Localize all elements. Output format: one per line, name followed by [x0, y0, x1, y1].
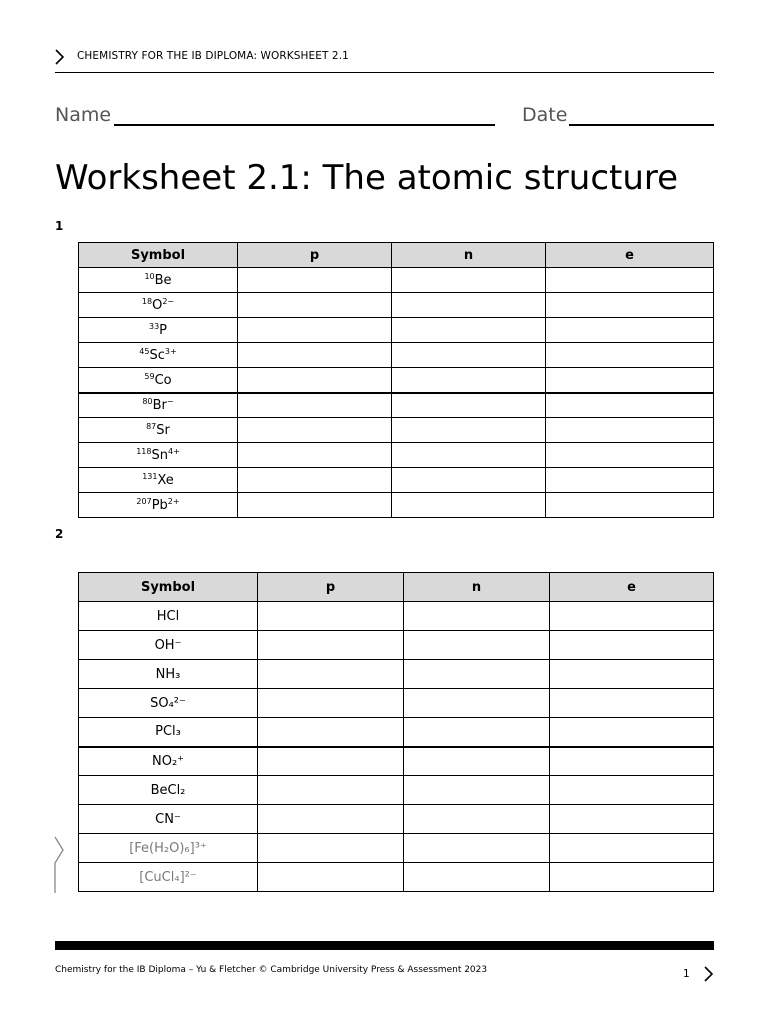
isotope-table: [78, 242, 714, 518]
answer-cell-n[interactable]: [392, 343, 546, 368]
table-row: [79, 863, 714, 892]
answer-cell-e[interactable]: [550, 660, 714, 689]
formula-cell: [Fe(H₂O)₆]³⁺: [79, 834, 258, 863]
symbol-cell: [79, 318, 238, 343]
column-header-e: e: [550, 573, 714, 602]
table-row: [79, 268, 714, 293]
answer-cell-n[interactable]: [404, 602, 550, 631]
mass-number: 131: [142, 472, 158, 481]
symbol-cell: [79, 443, 238, 468]
column-header-n: n: [392, 243, 546, 268]
formula-cell: HCl: [79, 602, 258, 631]
symbol-cell: [79, 293, 238, 318]
page-title: Worksheet 2.1: The atomic structure: [55, 158, 679, 198]
ion-charge: 2−: [162, 297, 175, 306]
answer-cell-p[interactable]: [238, 393, 392, 418]
answer-cell-n[interactable]: [392, 293, 546, 318]
table-row: [79, 368, 714, 393]
formula-cell: NO₂⁺: [79, 747, 258, 776]
mass-number: 33: [148, 322, 160, 331]
answer-cell-e[interactable]: [546, 468, 714, 493]
formula-cell: SO₄²⁻: [79, 689, 258, 718]
answer-cell-e[interactable]: [546, 443, 714, 468]
table-row: [79, 468, 714, 493]
table-row: [79, 718, 714, 747]
symbol-cell: [79, 268, 238, 293]
answer-cell-p[interactable]: [238, 443, 392, 468]
answer-cell-n[interactable]: [404, 718, 550, 747]
answer-cell-p[interactable]: [258, 631, 404, 660]
answer-cell-n[interactable]: [392, 268, 546, 293]
symbol-cell: [79, 493, 238, 518]
mass-number: 118: [136, 447, 152, 456]
answer-cell-p[interactable]: [238, 343, 392, 368]
answer-cell-p[interactable]: [238, 318, 392, 343]
element-symbol: Co: [154, 372, 172, 388]
answer-cell-n[interactable]: [404, 689, 550, 718]
answer-cell-n[interactable]: [404, 834, 550, 863]
molecule-table: [78, 572, 714, 892]
question-number: 2: [55, 527, 64, 541]
answer-cell-n[interactable]: [404, 747, 550, 776]
element-symbol: Pb: [151, 498, 168, 513]
answer-cell-n[interactable]: [392, 493, 546, 518]
ion-charge: 2+: [167, 497, 180, 506]
mass-number: 45: [139, 347, 150, 356]
symbol-cell: [79, 468, 238, 493]
date-label: Date: [522, 104, 568, 126]
element-symbol: Br: [152, 398, 167, 414]
answer-cell-e[interactable]: [546, 493, 714, 518]
column-header-symbol: Symbol: [79, 573, 258, 602]
symbol-cell: [79, 418, 238, 443]
question-number: 1: [55, 219, 64, 233]
answer-cell-e[interactable]: [546, 318, 714, 343]
answer-cell-n[interactable]: [392, 393, 546, 418]
answer-cell-e[interactable]: [550, 863, 714, 892]
answer-cell-p[interactable]: [258, 660, 404, 689]
column-header-p: p: [258, 573, 404, 602]
answer-cell-n[interactable]: [404, 805, 550, 834]
answer-cell-e[interactable]: [550, 718, 714, 747]
answer-cell-p[interactable]: [258, 747, 404, 776]
symbol-cell: [79, 393, 238, 418]
ion-charge: −: [166, 397, 174, 407]
answer-cell-n[interactable]: [404, 660, 550, 689]
formula-cell: NH₃: [79, 660, 258, 689]
answer-cell-p[interactable]: [258, 805, 404, 834]
answer-cell-e[interactable]: [546, 293, 714, 318]
table-row: [79, 318, 714, 343]
answer-cell-e[interactable]: [550, 689, 714, 718]
answer-cell-p[interactable]: [258, 718, 404, 747]
table-row: [79, 689, 714, 718]
name-field[interactable]: [114, 124, 495, 126]
table-row: [79, 293, 714, 318]
answer-cell-p[interactable]: [258, 834, 404, 863]
answer-cell-n[interactable]: [404, 631, 550, 660]
column-header-n: n: [404, 573, 550, 602]
margin-bracket-icon: [51, 836, 67, 894]
table-row: [79, 805, 714, 834]
formula-cell: PCl₃: [79, 718, 258, 747]
formula-cell: BeCl₂: [79, 776, 258, 805]
answer-cell-n[interactable]: [392, 318, 546, 343]
answer-cell-p[interactable]: [238, 368, 392, 393]
footer-credit: Chemistry for the IB Diploma – Yu & Fletcher © Cambridge University Press & Assessment 2023: [55, 965, 488, 975]
mass-number: 18: [141, 297, 153, 306]
table-row: [79, 834, 714, 863]
column-header-p: p: [238, 243, 392, 268]
element-symbol: Sn: [151, 448, 168, 463]
element-symbol: O: [152, 298, 163, 313]
answer-cell-p[interactable]: [238, 268, 392, 293]
table-row: [79, 393, 714, 418]
symbol-cell: [79, 368, 238, 393]
answer-cell-p[interactable]: [238, 293, 392, 318]
table-row: [79, 343, 714, 368]
answer-cell-p[interactable]: [258, 689, 404, 718]
answer-cell-e[interactable]: [546, 393, 714, 418]
footer-bar: [55, 941, 714, 950]
answer-cell-e[interactable]: [546, 418, 714, 443]
answer-cell-p[interactable]: [238, 493, 392, 518]
mass-number: 10: [144, 272, 155, 281]
answer-cell-n[interactable]: [392, 443, 546, 468]
answer-cell-e[interactable]: [550, 747, 714, 776]
formula-cell: [CuCl₄]²⁻: [79, 863, 258, 892]
formula-cell: CN⁻: [79, 805, 258, 834]
answer-cell-p[interactable]: [258, 776, 404, 805]
mass-number: 59: [144, 371, 155, 381]
answer-cell-e[interactable]: [550, 776, 714, 805]
answer-cell-e[interactable]: [550, 805, 714, 834]
element-symbol: Sc: [149, 348, 165, 363]
chevron-right-icon[interactable]: [701, 964, 715, 984]
answer-cell-p[interactable]: [258, 602, 404, 631]
element-symbol: P: [159, 323, 168, 338]
table-row: [79, 602, 714, 631]
formula-cell: OH⁻: [79, 631, 258, 660]
date-field[interactable]: [569, 124, 714, 126]
answer-cell-n[interactable]: [404, 776, 550, 805]
mass-number: 207: [136, 497, 152, 506]
symbol-cell: [79, 343, 238, 368]
table-row: [79, 747, 714, 776]
answer-cell-n[interactable]: [392, 468, 546, 493]
table-row: [79, 631, 714, 660]
mass-number: 80: [142, 397, 153, 407]
table-row: [79, 493, 714, 518]
element-symbol: Sr: [156, 423, 170, 438]
chevron-right-icon: [52, 47, 66, 67]
answer-cell-e[interactable]: [546, 268, 714, 293]
answer-cell-e[interactable]: [550, 631, 714, 660]
element-symbol: Be: [154, 273, 172, 288]
running-title: CHEMISTRY FOR THE IB DIPLOMA: WORKSHEET 2.1: [77, 50, 349, 62]
column-header-symbol: Symbol: [79, 243, 238, 268]
mass-number: 87: [146, 422, 157, 431]
answer-cell-e[interactable]: [550, 602, 714, 631]
answer-cell-e[interactable]: [550, 834, 714, 863]
column-header-e: e: [546, 243, 714, 268]
element-symbol: Xe: [157, 473, 174, 488]
ion-charge: 4+: [167, 447, 180, 456]
answer-cell-p[interactable]: [258, 863, 404, 892]
table-row: [79, 776, 714, 805]
name-label: Name: [55, 104, 112, 126]
answer-cell-e[interactable]: [546, 368, 714, 393]
header-rule: [55, 72, 714, 73]
answer-cell-p[interactable]: [238, 418, 392, 443]
answer-cell-n[interactable]: [392, 418, 546, 443]
ion-charge: 3+: [164, 347, 177, 356]
answer-cell-n[interactable]: [392, 368, 546, 393]
page-number: 1: [683, 968, 690, 980]
table-row: [79, 418, 714, 443]
table-row: [79, 443, 714, 468]
answer-cell-n[interactable]: [404, 863, 550, 892]
answer-cell-e[interactable]: [546, 343, 714, 368]
answer-cell-p[interactable]: [238, 468, 392, 493]
table-row: [79, 660, 714, 689]
